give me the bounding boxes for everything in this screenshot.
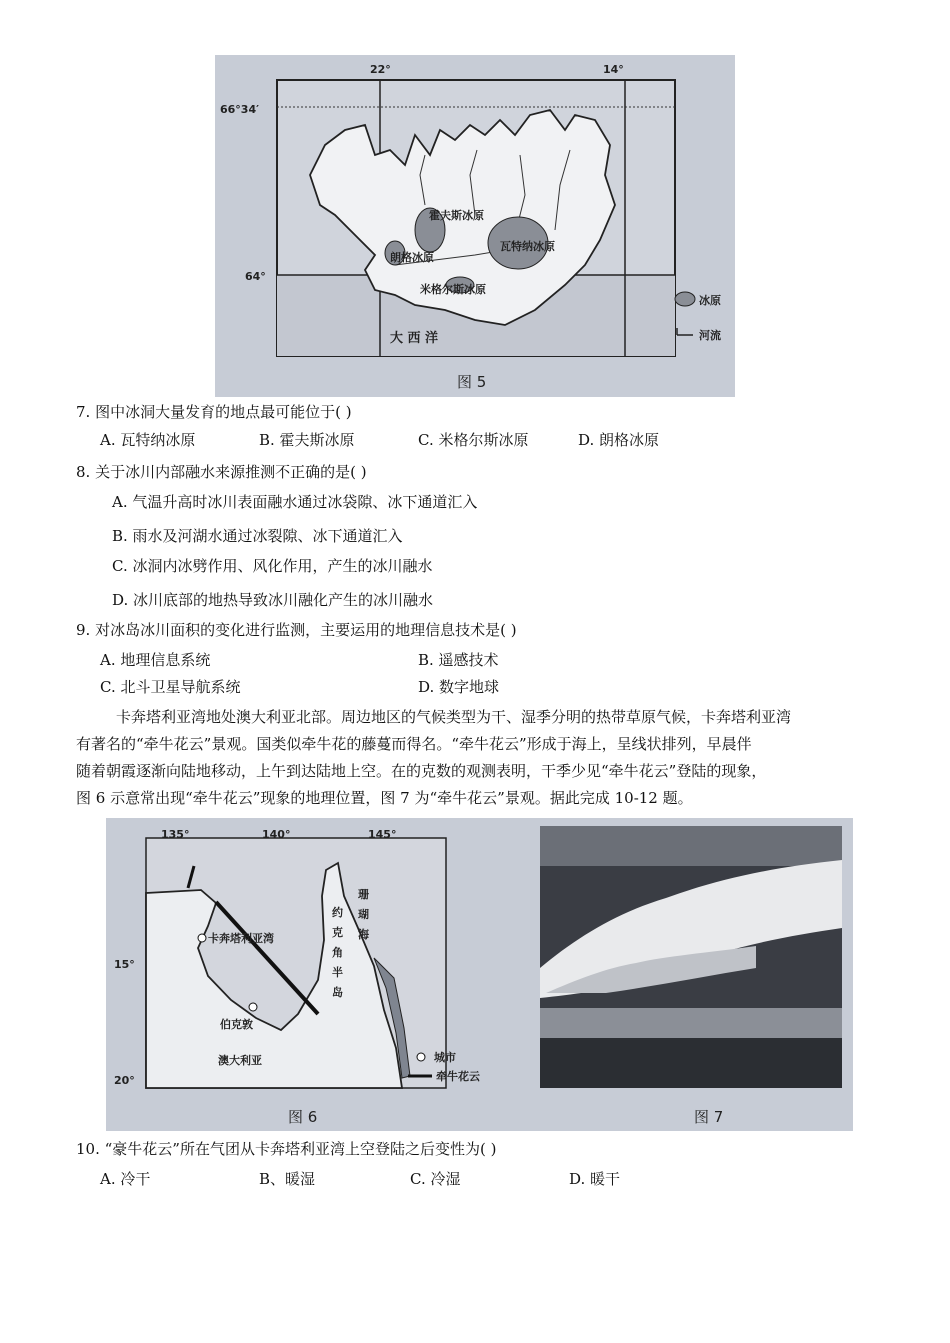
- label-lon-140: 140°: [262, 828, 291, 841]
- label-lon-135: 135°: [161, 828, 190, 841]
- city-circle-icon: [198, 934, 206, 942]
- q7-option-b: B. 霍夫斯冰原: [259, 431, 355, 449]
- city-burketown: [249, 1003, 257, 1011]
- svg-text:珊: 珊: [358, 888, 369, 901]
- passage-line-1: 卡奔塔利亚湾地处澳大利亚北部。周边地区的气候类型为干、湿季分明的热带草原气候，卡奔塔利亚湾: [116, 708, 792, 726]
- svg-text:角: 角: [332, 946, 343, 959]
- figure-7-photo: [540, 826, 842, 1088]
- q9-option-d: D. 数字地球: [418, 678, 500, 696]
- label-city: 伯克敦: [220, 1018, 253, 1031]
- q9-option-c: C. 北斗卫星导航系统: [100, 678, 241, 696]
- figure-6-map: [106, 818, 853, 1131]
- q8-option-a: A. 气温升高时冰川表面融水通过冰袋隙、冰下通道汇入: [112, 493, 478, 511]
- passage-line-3: 随着朝霞逐渐向陆地移动，上午到达陆地上空。在的克数的观测表明，干季少见“牵牛花云”登陆的现象，: [76, 762, 767, 780]
- svg-text:岛: 岛: [332, 986, 343, 999]
- q9-option-a: A. 地理信息系统: [100, 651, 211, 669]
- figure-5-caption: 图 5: [457, 373, 487, 391]
- svg-text:半: 半: [332, 966, 343, 979]
- label-country: 澳大利亚: [218, 1054, 262, 1067]
- label-lat-15: 15°: [114, 958, 135, 971]
- q7-option-d: D. 朗格冰原: [578, 431, 660, 449]
- label-hofsjokull: 霍夫斯冰原: [429, 209, 484, 222]
- hatched-oval-icon: [675, 292, 695, 306]
- label-bay: 卡奔塔利亚湾: [208, 932, 274, 945]
- q10-option-b: B、暖湿: [259, 1170, 316, 1188]
- q9-option-b: B. 遥感技术: [418, 651, 499, 669]
- svg-text:克: 克: [332, 926, 343, 939]
- q10-option-d: D. 暖干: [569, 1170, 621, 1188]
- label-ocean: 大 西 洋: [390, 331, 439, 346]
- label-lat-20: 20°: [114, 1074, 135, 1087]
- legend-cloud: 牵牛花云: [436, 1070, 480, 1083]
- iceland-map: [215, 55, 735, 397]
- q8-option-b: B. 雨水及河湖水通过冰裂隙、冰下通道汇入: [112, 527, 403, 545]
- label-sea: [357, 888, 370, 941]
- svg-text:海: 海: [358, 928, 369, 941]
- label-vatnajokull: 瓦特纳冰原: [500, 240, 555, 253]
- label-lat-mid: 64°: [245, 270, 266, 283]
- svg-text:瑚: 瑚: [358, 908, 369, 921]
- legend-glacier: 冰原: [699, 294, 721, 307]
- legend-river: 河流: [699, 329, 721, 342]
- label-lon-right: 14°: [603, 63, 624, 76]
- legend-city: 城市: [434, 1051, 456, 1064]
- question-9-stem: 9. 对冰岛冰川面积的变化进行监测，主要运用的地理信息技术是( ): [76, 621, 517, 639]
- svg-text:约: 约: [332, 906, 343, 919]
- q8-option-c: C. 冰洞内冰劈作用、风化作用，产生的冰川融水: [112, 557, 433, 575]
- figure-6-caption: 图 6: [288, 1108, 318, 1126]
- q10-option-c: C. 冷湿: [410, 1170, 461, 1188]
- figure-7-caption: 图 7: [694, 1108, 724, 1126]
- question-8-stem: 8. 关于冰川内部融水来源推测不正确的是( ): [76, 463, 367, 481]
- question-10-stem: 10. “豪牛花云”所在气团从卡奔塔利亚湾上空登陆之后变性为( ): [76, 1140, 497, 1158]
- q10-option-a: A. 冷干: [100, 1170, 151, 1188]
- label-myrdalsjokull: 米格尔斯冰原: [420, 283, 486, 296]
- question-7-stem: 7. 图中冰洞大量发育的地点最可能位于( ): [76, 403, 352, 421]
- label-langjokull: 朗格冰原: [390, 251, 434, 264]
- label-lon-145: 145°: [368, 828, 397, 841]
- q8-option-d: D. 冰川底部的地热导致冰川融化产生的冰川融水: [112, 591, 434, 609]
- q7-option-c: C. 米格尔斯冰原: [418, 431, 529, 449]
- river-icon: [677, 328, 693, 335]
- passage-line-4: 图 6 示意常出现“牵牛花云”现象的地理位置，图 7 为“牵牛花云”景观。据此完成 10-12 题。: [76, 789, 693, 807]
- q7-option-a: A. 瓦特纳冰原: [100, 431, 196, 449]
- label-lat-top: 66°34′: [220, 103, 260, 116]
- passage-line-2: 有著名的“牵牛花云”景观。国类似牵牛花的藤蔓而得名。“牵牛花云”形成于海上，呈线状排列，早晨伴: [76, 735, 752, 753]
- figures-6-7: [106, 818, 853, 1131]
- figure-5: [215, 55, 735, 397]
- label-lon-left: 22°: [370, 63, 391, 76]
